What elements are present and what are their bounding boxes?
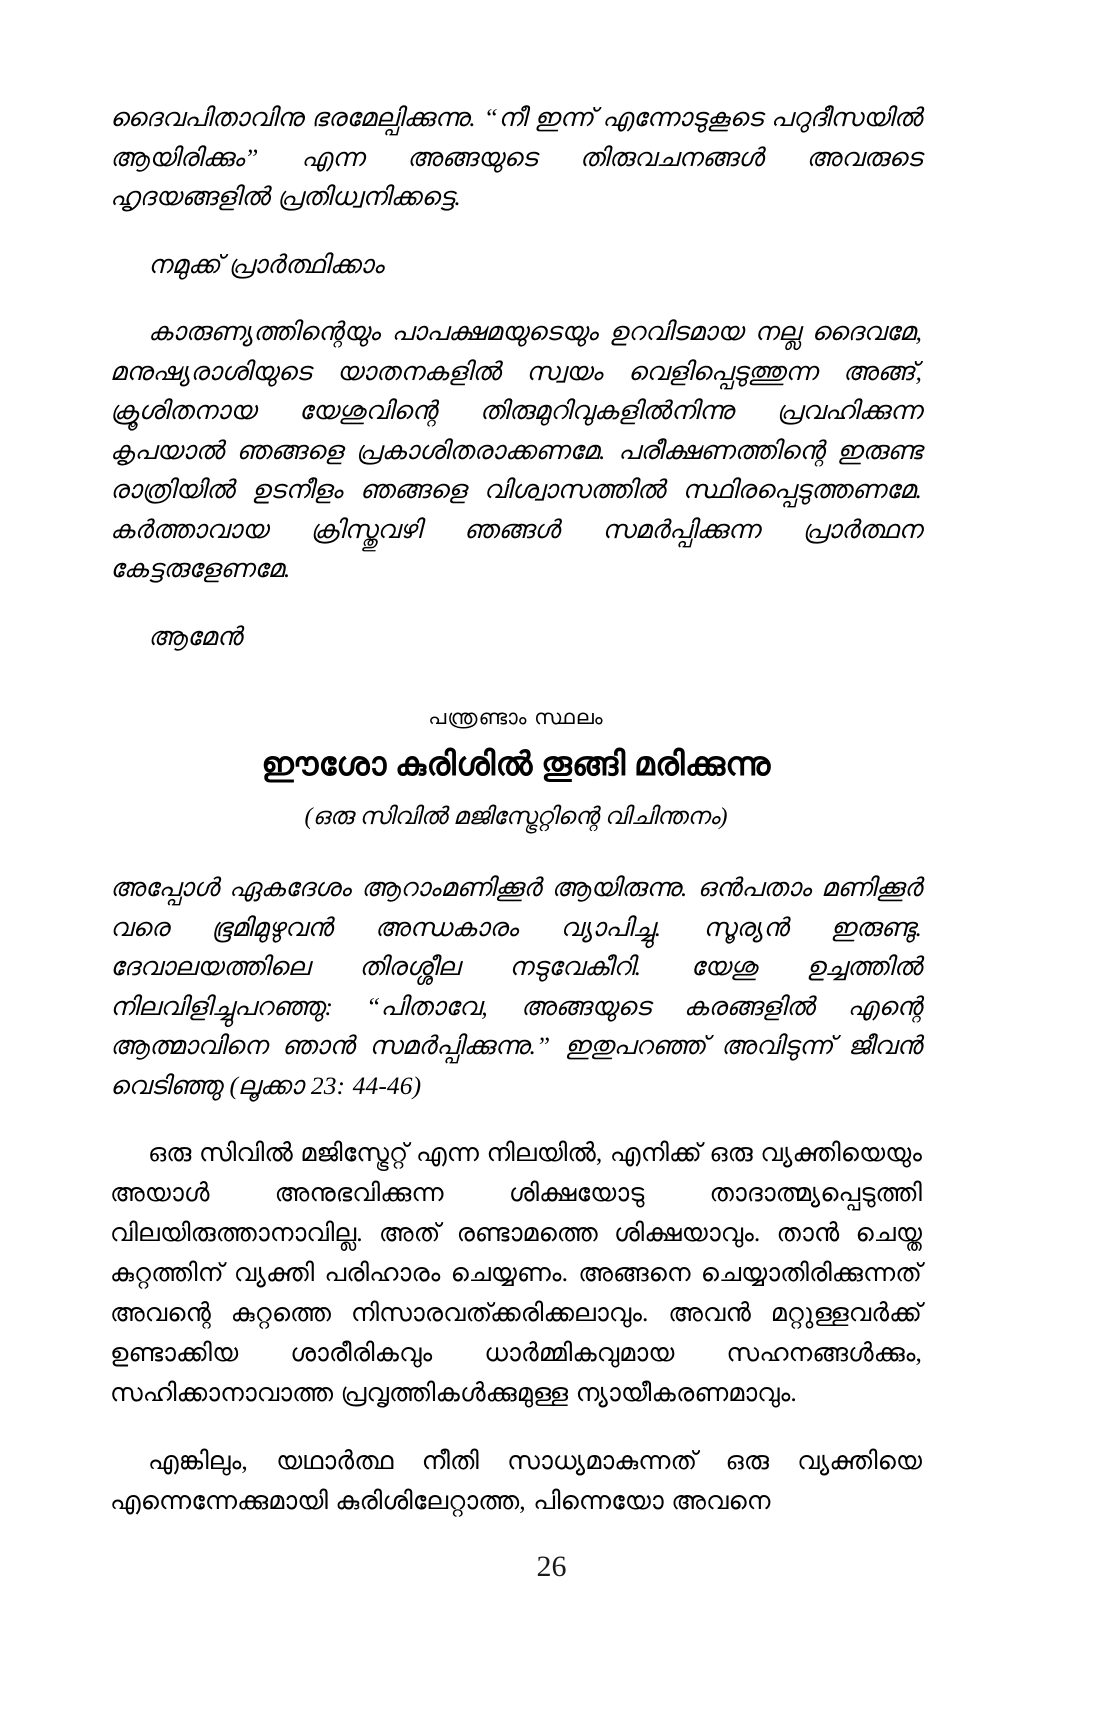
station-label: പന്ത്രണ്ടാം സ്ഥലം: [428, 705, 604, 729]
reflection-paragraph-1: ഒരു സിവില്‍ മജിസ്ട്രേറ്റ് എന്ന നിലയില്‍, എനിക്ക് ഒരു വ്യക്തിയെയും അയാള്‍ അനുഭവിക്കുന്ന ശിക്ഷയോടു താദാത്മ്യപ്പെടുത്തി വിലയിരുത്താനാവില്ല. അത് രണ്ടാമത്തെ ശിക്ഷയാവും. താന്‍ ചെയ്ത കുറ്റത്തിന് വ്യക്തി പരിഹാരം ചെയ്യണം. അങ്ങനെ ചെയ്യാതിരിക്കുന്നത് അവന്റെ കുറ്റത്തെ നിസാരവത്ക്കരിക്കലാവും. അവന്‍ മറ്റുള്ളവര്‍ക്ക് ഉണ്ടാക്കിയ ശാരീരികവും ധാര്‍മ്മികവുമായ സഹനങ്ങള്‍ക്കും, സഹിക്കാനാവാത്ത പ്രവൃത്തികള്‍ക്കുമുള്ള ന്യായീകരണമാവും.: [110, 1138, 922, 1407]
prayer-intro-paragraph: ദൈവപിതാവിനു ഭരമേല്പിക്കുന്നു. “നീ ഇന്ന് എന്നോടുകൂടെ പറുദീസയില്‍ ആയിരിക്കും” എന്ന അങ്ങയുടെ തിരുവചനങ്ങള്‍ അവരുടെ ഹൃദയങ്ങളില്‍ പ്രതിധ്വനിക്കട്ടെ.: [110, 103, 922, 211]
amen-line: ആമേന്‍: [148, 621, 243, 651]
let-us-pray-line: നമുക്ക് പ്രാര്‍ത്ഥിക്കാം: [148, 249, 384, 279]
reflection-paragraph-2: എങ്കിലും, യഥാര്‍ത്ഥ നീതി സാധ്യമാകുന്നത് ഒരു വ്യക്തിയെ എന്നെന്നേക്കുമായി കുരിശിലേറ്റാത്ത, പിന്നെയോ അവനെ: [110, 1446, 922, 1515]
page-number: 26: [536, 1550, 567, 1583]
station-subtitle: (ഒരു സിവില്‍ മജിസ്ട്രേറ്റിന്റെ വിചിന്തനം): [304, 804, 728, 830]
scripture-passage: അപ്പോള്‍ ഏകദേശം ആറാംമണിക്കൂര്‍ ആയിരുന്നു. ഒന്‍പതാം മണിക്കൂര്‍ വരെ ഭൂമിമുഴുവന്‍ അന്ധകാരം വ്യാപിച്ചു. സൂര്യന്‍ ഇരുണ്ടു. ദേവാലയത്തിലെ തിരശ്ശീല നടുവേകീറി. യേശു ഉച്ചത്തില്‍ നിലവിളിച്ചുപറഞ്ഞു: “പിതാവേ, അങ്ങയുടെ കരങ്ങളില്‍ എന്റെ ആത്മാവിനെ ഞാന്‍ സമര്‍പ്പിക്കുന്നു.” ഇതുപറഞ്ഞ് അവിടുന്ന് ജീവന്‍ വെടിഞ്ഞു (ലൂക്കാ 23: 44-46): [110, 873, 922, 1100]
prayer-body-paragraph: കാരുണ്യത്തിന്റെയും പാപക്ഷമയുടെയും ഉറവിടമായ നല്ല ദൈവമേ, മനുഷ്യരാശിയുടെ യാതനകളില്‍ സ്വയം വെളിപ്പെടുത്തുന്ന അങ്ങ്, ക്രൂശിതനായ യേശുവിന്റെ തിരുമുറിവുകളില്‍നിന്നു പ്രവഹിക്കുന്ന കൃപയാല്‍ ഞങ്ങളെ പ്രകാശിതരാക്കണമേ. പരീക്ഷണത്തിന്റെ ഇരുണ്ട രാത്രിയില്‍ ഉടനീളം ഞങ്ങളെ വിശ്വാസത്തില്‍ സ്ഥിരപ്പെടുത്തണമേ. കര്‍ത്താവായ ക്രിസ്തുവഴി ഞങ്ങള്‍ സമര്‍പ്പിക്കുന്ന പ്രാര്‍ത്ഥന കേട്ടരുളേണമേ.: [110, 317, 922, 583]
station-title: ഈശോ കുരിശില്‍ തൂങ്ങി മരിക്കുന്നു: [261, 747, 771, 783]
page-content: [110, 98, 922, 1521]
